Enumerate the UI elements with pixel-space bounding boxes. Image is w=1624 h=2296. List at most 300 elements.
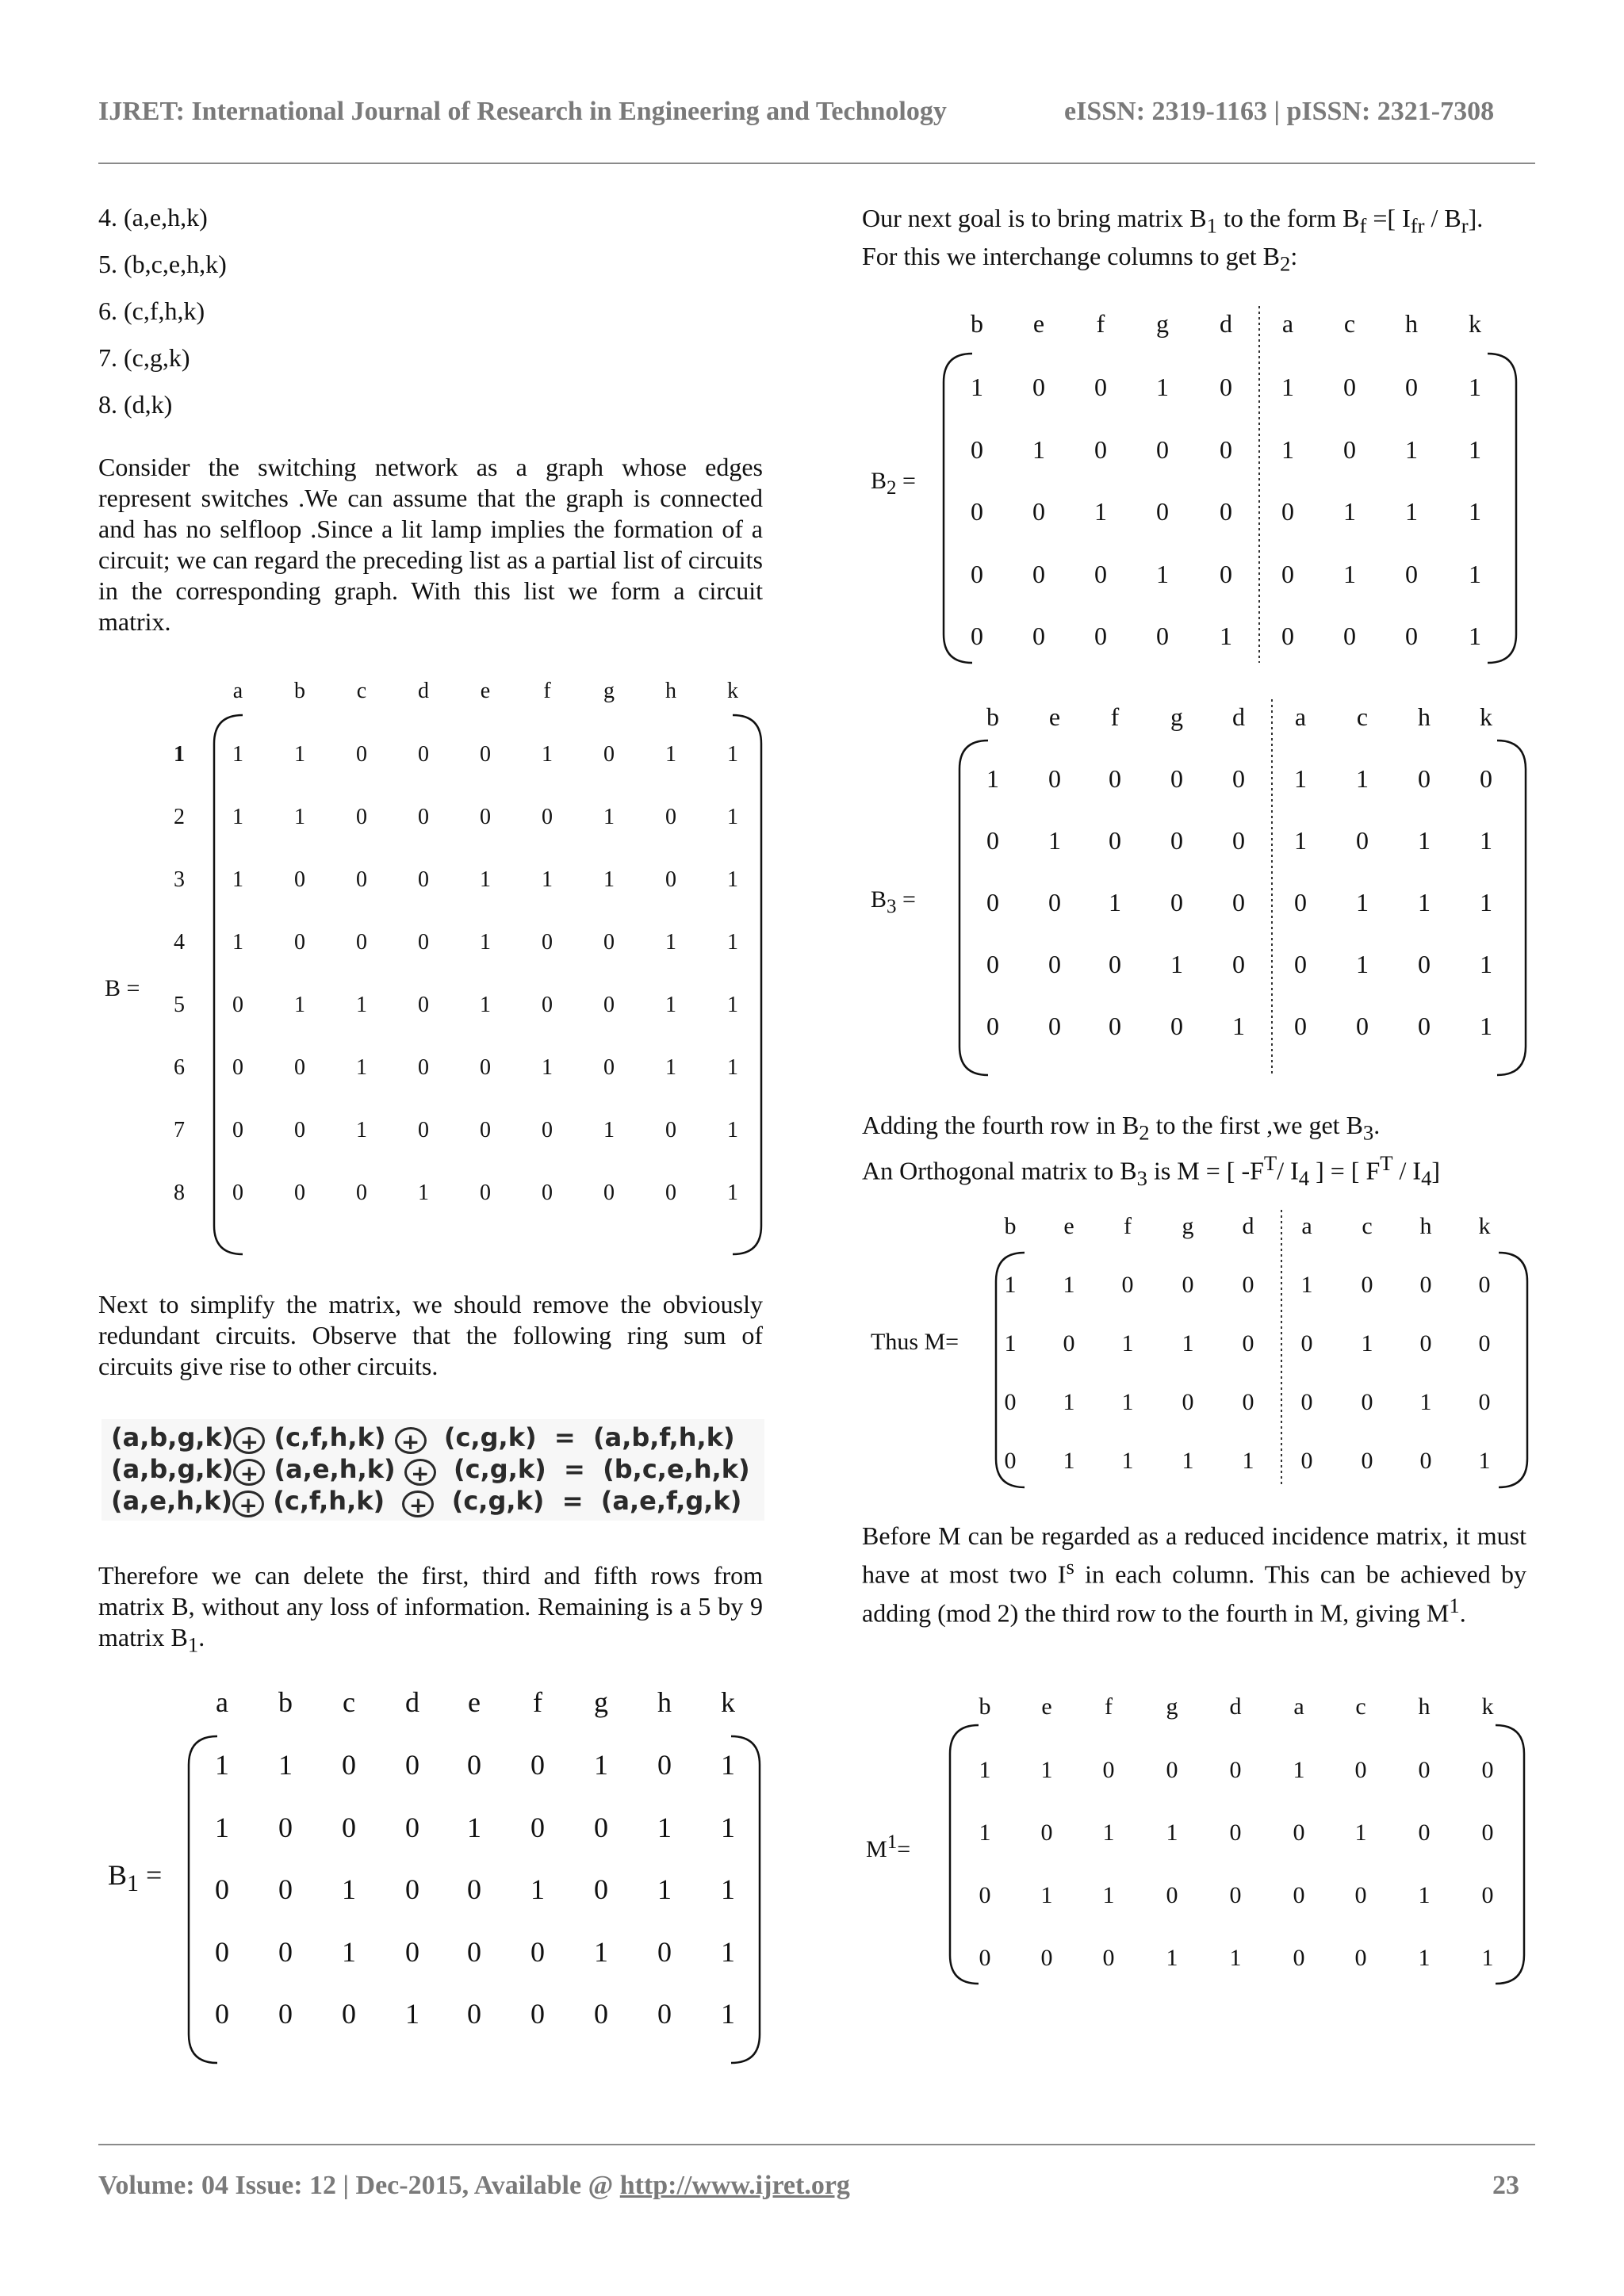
matrix-cell: 0 <box>603 1181 615 1205</box>
column-header: a <box>1301 1213 1312 1239</box>
matrix-cell: 1 <box>1220 622 1232 650</box>
matrix-cell: 0 <box>480 742 491 767</box>
matrix-cell: 0 <box>986 1012 999 1040</box>
matrix-cell: 1 <box>1281 373 1294 401</box>
matrix-cell: 0 <box>1048 1012 1061 1040</box>
matrix-cell: 0 <box>979 1882 991 1908</box>
matrix-cell: 0 <box>971 497 983 526</box>
matrix-cell: 0 <box>1170 1012 1183 1040</box>
matrix-cell: 1 <box>665 930 676 955</box>
matrix-cell: 0 <box>657 1935 672 1968</box>
matrix-cell: 0 <box>657 1998 672 2030</box>
matrix-cell: 0 <box>405 1749 419 1781</box>
column-header: d <box>1229 1693 1242 1720</box>
matrix-cell: 0 <box>1232 826 1245 855</box>
matrix-cell: 1 <box>1182 1330 1194 1357</box>
matrix-cell: 0 <box>1220 559 1232 588</box>
matrix-cell: 0 <box>542 930 553 955</box>
matrix-cell: 1 <box>1418 1882 1431 1908</box>
matrix-cell: 1 <box>727 930 738 955</box>
matrix-cell: 0 <box>1293 1820 1305 1846</box>
matrix-cell: 1 <box>232 930 243 955</box>
matrix-cell: 1 <box>1480 826 1492 855</box>
matrix-cell: 1 <box>1293 1757 1305 1783</box>
matrix-cell: 0 <box>986 950 999 978</box>
matrix-cell: 1 <box>971 373 983 401</box>
matrix-cell: 0 <box>356 930 367 955</box>
matrix-cell: 1 <box>1229 1945 1242 1971</box>
matrix-cell: 0 <box>1343 373 1356 401</box>
column-header: d <box>418 679 429 703</box>
matrix-cell: 0 <box>294 1181 305 1205</box>
matrix-cell: 0 <box>418 1055 429 1080</box>
column-header: k <box>1469 309 1481 338</box>
matrix-cell: 0 <box>530 1935 545 1968</box>
matrix-cell: 1 <box>1343 559 1356 588</box>
matrix-cell: 1 <box>594 1749 608 1781</box>
matrix-cell: 0 <box>1354 1882 1367 1908</box>
matrix-cell: 1 <box>1294 826 1307 855</box>
matrix-cell: 0 <box>603 1055 615 1080</box>
matrix-cell: 0 <box>1004 1389 1017 1415</box>
matrix-cell: 1 <box>1469 373 1481 401</box>
column-header: b <box>971 309 983 338</box>
matrix-cell: 0 <box>1094 434 1107 464</box>
matrix-cell: 0 <box>1361 1448 1373 1474</box>
column-header: b <box>294 679 305 703</box>
column-header: f <box>543 679 551 703</box>
matrix-cell: 1 <box>665 993 676 1017</box>
matrix-cell: 0 <box>342 1749 356 1781</box>
matrix-cell: 0 <box>979 1945 991 1971</box>
column-header: a <box>1294 702 1307 731</box>
matrix-cell: 0 <box>594 1998 608 2030</box>
matrix-cell: 0 <box>278 1935 293 1968</box>
matrix-cell: 1 <box>356 1118 367 1142</box>
list-item: 8. (d,k) <box>98 390 173 419</box>
matrix-cell: 0 <box>1170 888 1183 916</box>
column-header: a <box>1281 309 1294 338</box>
matrix-cell: 0 <box>1361 1272 1373 1298</box>
matrix-cell: 0 <box>1418 764 1431 793</box>
matrix-cell: 0 <box>1478 1389 1491 1415</box>
oplus-icon: + <box>232 1490 264 1517</box>
matrix-cell: 0 <box>467 1998 481 2030</box>
matrix-cell: 0 <box>1170 826 1183 855</box>
ring-sum-row: (a,b,g,k) + (c,f,h,k) + (c,g,k) = (a,b,f,h,k) <box>111 1422 735 1455</box>
matrix-cell: 0 <box>986 888 999 916</box>
matrix-cell: 0 <box>542 993 553 1017</box>
issn: eISSN: 2319-1163 | pISSN: 2321-7308 <box>1064 97 1495 126</box>
matrix-cell: 0 <box>356 805 367 829</box>
matrix-cell: 1 <box>1419 1389 1432 1415</box>
column-header: h <box>665 679 676 703</box>
matrix-cell: 0 <box>594 1873 608 1905</box>
matrix-cell: 0 <box>418 993 429 1017</box>
matrix-cell: 0 <box>657 1749 672 1781</box>
matrix-cell: 0 <box>1094 373 1107 401</box>
column-header: e <box>480 679 491 703</box>
matrix-cell: 1 <box>979 1757 991 1783</box>
matrix-cell: 0 <box>1419 1272 1432 1298</box>
matrix-cell: 0 <box>530 1998 545 2030</box>
matrix-cell: 1 <box>542 1055 553 1080</box>
column-header: h <box>1418 1693 1431 1720</box>
matrix-cell: 0 <box>1300 1448 1313 1474</box>
matrix-cell: 1 <box>480 993 491 1017</box>
matrix-cell: 0 <box>405 1935 419 1968</box>
list-item: 4. (a,e,h,k) <box>98 203 208 232</box>
matrix-cell: 0 <box>1242 1389 1254 1415</box>
matrix-cell: 1 <box>1004 1330 1017 1357</box>
matrix-cell: 0 <box>480 1055 491 1080</box>
matrix-label: $B_2$ = <box>871 468 916 499</box>
matrix-cell: 1 <box>1166 1820 1178 1846</box>
matrix-cell: 0 <box>1343 434 1356 464</box>
matrix-cell: 0 <box>1032 622 1045 650</box>
matrix-cell: 1 <box>721 1873 735 1905</box>
matrix-cell: 0 <box>1281 497 1294 526</box>
matrix-cell: 1 <box>1063 1389 1075 1415</box>
matrix-cell: 1 <box>986 764 999 793</box>
matrix-cell: 0 <box>232 1055 243 1080</box>
matrix-cell: 0 <box>603 930 615 955</box>
matrix-cell: 0 <box>1032 373 1045 401</box>
column-header: k <box>727 679 738 703</box>
matrix-cell: 0 <box>1478 1330 1491 1357</box>
column-header: a <box>232 679 243 703</box>
matrix-cell: 1 <box>603 867 615 892</box>
column-header: b <box>979 1693 991 1720</box>
matrix-cell: 0 <box>1048 764 1061 793</box>
matrix-cell: 1 <box>232 742 243 767</box>
matrix-cell: 1 <box>1102 1820 1115 1846</box>
matrix-cell: 1 <box>1094 497 1107 526</box>
matrix-cell: 0 <box>1405 559 1418 588</box>
matrix-cell: 0 <box>1419 1448 1432 1474</box>
matrix-cell: 1 <box>727 867 738 892</box>
column-header: g <box>1166 1693 1178 1720</box>
matrix-cell: 0 <box>530 1811 545 1843</box>
matrix-cell: 0 <box>1102 1945 1115 1971</box>
matrix-cell: 1 <box>721 1749 735 1781</box>
list-item: 6. (c,f,h,k) <box>98 297 205 325</box>
matrix-cell: 0 <box>1354 1945 1367 1971</box>
matrix-cell: 1 <box>657 1873 672 1905</box>
matrix-cell: 0 <box>418 930 429 955</box>
matrix-cell: 0 <box>1293 1882 1305 1908</box>
matrix-cell: 1 <box>1480 1012 1492 1040</box>
matrix-cell: 0 <box>1109 1012 1121 1040</box>
matrix-cell: 1 <box>657 1811 672 1843</box>
matrix-cell: 1 <box>727 1055 738 1080</box>
matrix-cell: 1 <box>1156 373 1169 401</box>
matrix-cell: 1 <box>603 805 615 829</box>
matrix-cell: 0 <box>971 434 983 464</box>
matrix-cell: 0 <box>278 1811 293 1843</box>
matrix-cell: 0 <box>294 930 305 955</box>
matrix-cell: 0 <box>1293 1945 1305 1971</box>
matrix-cell: 1 <box>1242 1448 1254 1474</box>
matrix-cell: 0 <box>405 1873 419 1905</box>
oplus-icon: + <box>233 1459 265 1486</box>
column-header: g <box>1156 309 1169 338</box>
matrix-cell: 1 <box>1469 559 1481 588</box>
column-header: f <box>1096 309 1105 338</box>
matrix-cell: 0 <box>278 1873 293 1905</box>
matrix-cell: 0 <box>1063 1330 1075 1357</box>
matrix-cell: 0 <box>1405 373 1418 401</box>
row-label: 8 <box>174 1181 185 1205</box>
matrix-cell: 0 <box>1481 1882 1494 1908</box>
matrix-cell: 0 <box>1170 764 1183 793</box>
matrix-cell: 1 <box>418 1181 429 1205</box>
matrix-cell: 0 <box>1294 888 1307 916</box>
column-header: b <box>278 1686 293 1718</box>
paragraph-next-goal: Our next goal is to bring matrix $B_1$ to the form $B_f$ =[ $I_{fr} / B_r$]. For this we interchange columns to get $B_2$: <box>862 204 1484 276</box>
ring-sum-row: (a,b,g,k) + (a,e,h,k) + (c,g,k) = (b,c,e,h,k) <box>111 1454 750 1487</box>
matrix-cell: 1 <box>215 1749 229 1781</box>
matrix-cell: 0 <box>1229 1820 1242 1846</box>
matrix-cell: 1 <box>603 1118 615 1142</box>
column-header: e <box>1063 1213 1074 1239</box>
matrix-cell: 0 <box>294 1055 305 1080</box>
column-header: f <box>533 1686 542 1718</box>
matrix-cell: 1 <box>721 1811 735 1843</box>
matrix-cell: 0 <box>294 1118 305 1142</box>
matrix-cell: 0 <box>1418 1012 1431 1040</box>
matrix-cell: 0 <box>1242 1330 1254 1357</box>
matrix-cell: 0 <box>1242 1272 1254 1298</box>
column-header: e <box>1041 1693 1052 1720</box>
matrix-cell: 0 <box>1356 826 1369 855</box>
matrix-cell: 0 <box>1356 1012 1369 1040</box>
matrix-cell: 1 <box>1481 1945 1494 1971</box>
matrix-cell: 0 <box>418 742 429 767</box>
matrix-cell: 1 <box>467 1811 481 1843</box>
matrix-label: Thus M= <box>871 1329 959 1355</box>
column-header: d <box>1232 702 1245 731</box>
matrix-cell: 1 <box>1040 1882 1053 1908</box>
matrix-cell: 0 <box>1232 888 1245 916</box>
matrix-cell: 0 <box>1232 764 1245 793</box>
matrix-cell: 1 <box>1102 1882 1115 1908</box>
matrix-cell: 1 <box>1182 1448 1194 1474</box>
matrix-cell: 1 <box>1356 764 1369 793</box>
matrix-cell: 0 <box>1405 622 1418 650</box>
matrix-cell: 1 <box>1048 826 1061 855</box>
column-header: c <box>1362 1213 1373 1239</box>
matrix-cell: 1 <box>727 993 738 1017</box>
column-header: k <box>1478 1213 1491 1239</box>
matrix-cell: 0 <box>467 1749 481 1781</box>
matrix-cell: 0 <box>480 1118 491 1142</box>
matrix-cell: 1 <box>1032 434 1045 464</box>
matrix-cell: 1 <box>232 805 243 829</box>
column-header: e <box>468 1686 481 1718</box>
matrix-cell: 0 <box>1094 559 1107 588</box>
matrix-cell: 1 <box>1356 888 1369 916</box>
matrix-cell: 0 <box>418 805 429 829</box>
matrix-cell: 0 <box>418 1118 429 1142</box>
matrix-cell: 0 <box>1048 950 1061 978</box>
matrix-cell: 1 <box>1356 950 1369 978</box>
column-header: b <box>986 702 999 731</box>
matrix-cell: 0 <box>971 622 983 650</box>
matrix-cell: 0 <box>215 1935 229 1968</box>
matrix-cell: 0 <box>1220 373 1232 401</box>
matrix-cell: 1 <box>342 1935 356 1968</box>
matrix-cell: 0 <box>1294 950 1307 978</box>
matrix-cell: 0 <box>480 805 491 829</box>
matrix-cell: 1 <box>1469 434 1481 464</box>
matrix-cell: 0 <box>1004 1448 1017 1474</box>
matrix-cell: 1 <box>1281 434 1294 464</box>
matrix-cell: 1 <box>1121 1330 1134 1357</box>
matrix-cell: 0 <box>405 1811 419 1843</box>
matrix-cell: 0 <box>1109 950 1121 978</box>
column-header: k <box>1481 1693 1494 1720</box>
matrix-cell: 0 <box>665 1181 676 1205</box>
matrix-cell: 0 <box>1220 434 1232 464</box>
matrix-cell: 0 <box>480 1181 491 1205</box>
matrix-cell: 1 <box>1418 1945 1431 1971</box>
matrix-cell: 0 <box>1040 1820 1053 1846</box>
matrix-cell: 0 <box>1109 826 1121 855</box>
matrix-cell: 0 <box>665 1118 676 1142</box>
matrix-cell: 0 <box>603 993 615 1017</box>
matrix-cell: 1 <box>1040 1757 1053 1783</box>
matrix-cell: 1 <box>1170 950 1183 978</box>
matrix-cell: 0 <box>1040 1945 1053 1971</box>
matrix-cell: 1 <box>294 805 305 829</box>
matrix-cell: 0 <box>1109 764 1121 793</box>
row-label: 7 <box>174 1118 185 1142</box>
matrix-cell: 0 <box>986 826 999 855</box>
paragraph-simplify: Next to simplify the matrix, we should remove the obviously redundant circuits. Observe that the following ring sum of circuits give rise to other circuits. <box>98 1290 763 1380</box>
matrix-cell: 1 <box>1405 434 1418 464</box>
column-header: f <box>1105 1693 1113 1720</box>
matrix-cell: 0 <box>665 867 676 892</box>
footer-url-link[interactable]: http://www.ijret.org <box>619 2171 850 2200</box>
matrix-cell: 0 <box>1361 1389 1373 1415</box>
matrix-cell: 1 <box>294 993 305 1017</box>
column-header: a <box>1293 1693 1304 1720</box>
matrix-label: B = <box>105 975 140 1001</box>
paragraph-switching-network: Consider the switching network as a graph whose edges represent switches .We can assume that the graph is connected and has no selfloop .Since a lit lamp implies the formation of a circuit; we can regard the preceding list as a partial list of circuits in the corresponding graph. With this list we form a circuit matrix. <box>98 453 763 636</box>
matrix-cell: 1 <box>294 742 305 767</box>
matrix-cell: 0 <box>1102 1757 1115 1783</box>
matrix-cell: 0 <box>1156 622 1169 650</box>
column-header: c <box>1343 309 1356 338</box>
matrix-cell: 1 <box>727 1181 738 1205</box>
matrix-cell: 0 <box>1354 1757 1367 1783</box>
column-header: g <box>603 679 615 703</box>
matrix-cell: 1 <box>356 1055 367 1080</box>
matrix-cell: 0 <box>1121 1272 1134 1298</box>
matrix-cell: 1 <box>1480 888 1492 916</box>
matrix-cell: 1 <box>1478 1448 1491 1474</box>
matrix-cell: 0 <box>1478 1272 1491 1298</box>
matrix-cell: 0 <box>971 559 983 588</box>
matrix-cell: 0 <box>1156 497 1169 526</box>
matrix-cell: 1 <box>721 1998 735 2030</box>
matrix-cell: 1 <box>1418 888 1431 916</box>
matrix-cell: 0 <box>1232 950 1245 978</box>
column-header: g <box>1182 1213 1194 1239</box>
row-label: 2 <box>174 805 185 829</box>
column-header: b <box>1004 1213 1017 1239</box>
paragraph-delete-rows: Therefore we can delete the first, third and fifth rows from matrix B, without any loss of information. Remaining is a 5 by 9 matrix $B_1$. <box>98 1561 763 1657</box>
matrix-cell: 0 <box>665 805 676 829</box>
matrix-cell: 1 <box>594 1935 608 1968</box>
matrix-cell: 1 <box>721 1935 735 1968</box>
matrix-cell: 1 <box>405 1998 419 2030</box>
matrix-cell: 1 <box>542 867 553 892</box>
matrix-label: $B_3$ = <box>871 886 916 917</box>
matrix-cell: 1 <box>1361 1330 1373 1357</box>
matrix-cell: 0 <box>542 1118 553 1142</box>
footer-volume: Volume: 04 Issue: 12 | Dec-2015, Available @ http://www.ijret.org <box>98 2171 850 2200</box>
matrix-cell: 0 <box>1300 1389 1313 1415</box>
matrix-cell: 0 <box>1229 1757 1242 1783</box>
paragraph-reduced-incidence: Before M can be regarded as a reduced incidence matrix, it must have at most two $I^s$ in each column. This can be achieved by adding (mod 2) the third row to the fourth in M, giving $M^1$. <box>862 1521 1527 1628</box>
column-header: k <box>721 1686 735 1718</box>
matrix-cell: 1 <box>1294 764 1307 793</box>
matrix-cell: 0 <box>1032 497 1045 526</box>
matrix-cell: 1 <box>1343 497 1356 526</box>
matrix-cell: 0 <box>1229 1882 1242 1908</box>
matrix-cell: 0 <box>1281 622 1294 650</box>
column-header: d <box>405 1686 419 1718</box>
paragraph-orthogonal: Adding the fourth row in $B_2$ to the first ,we get $B_3$. An Orthogonal matrix to $B_3$ is M = [ $-F^T/$ $I_4$ ] = [ $F^T / I_4$] <box>862 1111 1441 1191</box>
column-header: h <box>1418 702 1431 731</box>
matrix-cell: 1 <box>727 742 738 767</box>
matrix-cell: 0 <box>232 1181 243 1205</box>
matrix-cell: 1 <box>1121 1389 1134 1415</box>
ring-sum-row: (a,e,h,k) + (c,f,h,k) + (c,g,k) = (a,e,f,g,k) <box>111 1486 742 1518</box>
matrix-cell: 0 <box>1166 1882 1178 1908</box>
matrix-cell: 0 <box>418 867 429 892</box>
matrix-cell: 0 <box>1182 1272 1194 1298</box>
matrix-cell: 0 <box>1481 1820 1494 1846</box>
matrix-cell: 0 <box>1418 1757 1431 1783</box>
matrix-cell: 1 <box>1418 826 1431 855</box>
matrix-cell: 1 <box>542 742 553 767</box>
matrix-cell: 0 <box>1156 434 1169 464</box>
matrix-cell: 0 <box>1294 1012 1307 1040</box>
matrix-cell: 0 <box>594 1811 608 1843</box>
matrix-cell: 1 <box>215 1811 229 1843</box>
matrix-cell: 0 <box>1419 1330 1432 1357</box>
row-label: 3 <box>174 867 185 892</box>
matrix-cell: 0 <box>542 805 553 829</box>
oplus-icon: + <box>402 1490 434 1517</box>
column-header: h <box>657 1686 672 1718</box>
matrix-cell: 1 <box>1109 888 1121 916</box>
matrix-cell: 0 <box>467 1935 481 1968</box>
row-label: 5 <box>174 993 185 1017</box>
matrix-cell: 1 <box>1354 1820 1367 1846</box>
matrix-cell: 0 <box>356 867 367 892</box>
matrix-cell: 1 <box>480 930 491 955</box>
oplus-icon: + <box>233 1427 265 1454</box>
column-header: h <box>1419 1213 1432 1239</box>
matrix-cell: 1 <box>1121 1448 1134 1474</box>
matrix-cell: 1 <box>480 867 491 892</box>
footer-rule <box>98 2144 1535 2145</box>
matrix-cell: 0 <box>342 1998 356 2030</box>
